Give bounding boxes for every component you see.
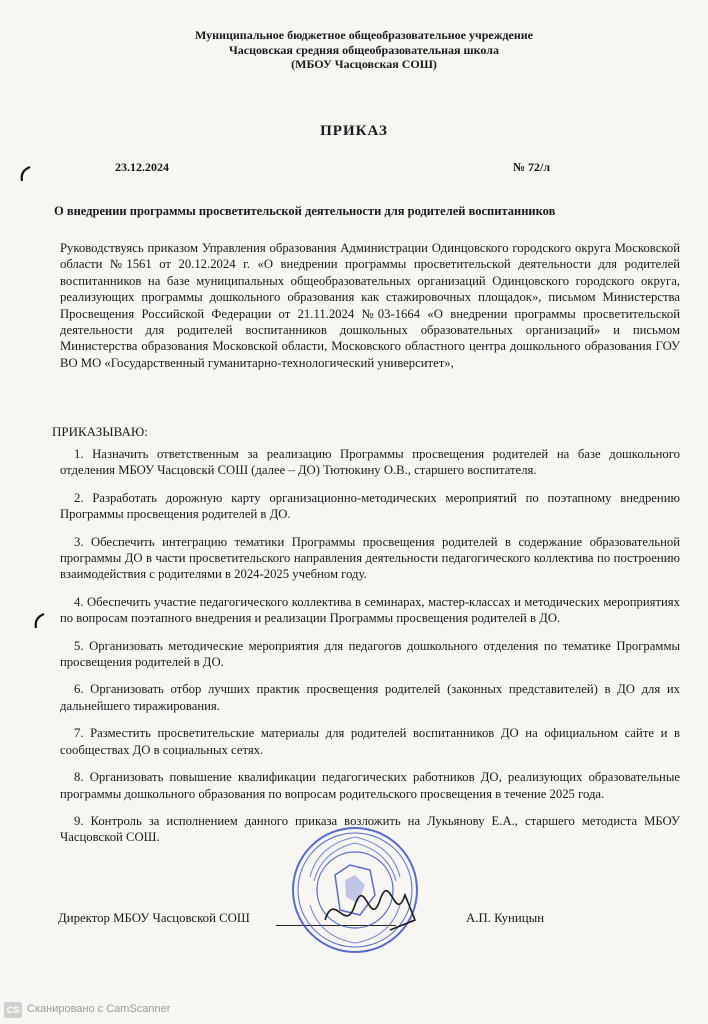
order-item: 8. Организовать повышение квалификации педагогических работников ДО, реализующих образовательные программы дошкольного образования по вопросам родительского просвещения в течение 2025 года. [60,770,680,801]
org-line-1: Муниципальное бюджетное общеобразовательное учреждение [194,28,534,42]
scan-bracket-icon [32,612,46,630]
preamble [60,240,680,371]
order-item: 6. Организовать отбор лучших практик просвещения родителей (законных представителей) в ДО для их дальнейшего тиражирования. [60,682,680,713]
org-line-2: Часцовская средняя общеобразовательная школа [229,42,499,57]
order-item: 2. Разработать дорожную карту организационно-методических мероприятий по поэтапному внедрению Программы просвещения родителей в ДО. [60,490,680,522]
document-date: 23.12.2024 [115,160,169,174]
preamble-text: Руководствуясь приказом Управления образования Администрации Одинцовского городского округа Московской области №1561 от 20.12.2024 г. «О внедрении программы просветительской деятельности для родителей воспитанников на базе муниципальных общеобразовательных организаций Одинцовского городского округа, реализующих программы дошкольного образования как стажировочных площадок», письмом Министерства Просвещения Российской Федерации от 21.11.2024 №03-1664 «О внедрении программы просветительской деятельности для родителей воспитанников дошкольных образовательных организаций» и письмом Министерства образования Московской области, Московского областного центра дошкольного образования ГОУ ВО МО «Государственный гуманитарно-технологический университет», [60,241,680,370]
order-items-list [60,446,680,857]
order-item: 3. Обеспечить интеграцию тематики Программы просвещения родителей в содержание образовательной программы ДО в части просветительского направления деятельности педагогического коллектива по построению взаимодействия с родителями в 2024-2025 учебном году. [60,534,680,582]
organization-header [0,28,708,72]
signature-name: А.П. Куницын [466,911,545,925]
camscanner-logo-icon: CS [4,1002,22,1018]
scanner-footer [0,1000,708,1024]
document-number: № 72/л [513,160,551,174]
order-item: 5. Организовать методические мероприятия для педагогов дошкольного отделения по тематике Программы просвещения родителей в ДО. [60,638,680,670]
org-line-3: (МБОУ Часцовская СОШ) [291,57,437,71]
order-item: 1. Назначить ответственным за реализацию Программы просвещения родителей на базе дошкольного отделения МБОУ Часцовскй СОШ (далее – ДО) Тютюкину О.В., старшего воспитателя. [60,447,680,478]
signature-role: Директор МБОУ Часцовской СОШ [58,911,250,925]
document-title: ПРИКАЗ [320,123,388,139]
orders-heading: ПРИКАЗЫВАЮ: [52,424,148,439]
scanner-text: Сканировано с CamScanner [27,1003,171,1015]
order-item: 4. Обеспечить участие педагогического коллектива в семинарах, мастер-классах и методических мероприятиях по вопросам поэтапного внедрения и реализации Программы просвещения родителей в ДО. [60,594,680,626]
order-item: 7. Разместить просветительские материалы для родителей воспитанников ДО на официальном сайте и в сообществах ДО в социальных сетях. [60,726,680,757]
handwritten-signature-icon [320,880,430,940]
order-item: 9. Контроль за исполнением данного приказа возложить на Лукьянову Е.А., старшего методиста МБОУ Часцовской СОШ. [60,813,680,845]
document-subject: О внедрении программы просветительской деятельности для родителей воспитанников [54,204,556,218]
scan-bracket-icon [18,165,32,183]
